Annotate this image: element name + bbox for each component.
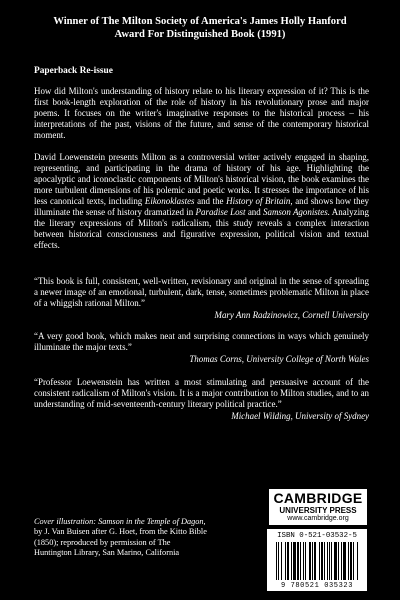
title-history-of-britain: History of Britain, xyxy=(226,196,293,206)
barcode-bar xyxy=(353,542,354,580)
publisher-subname: UNIVERSITY PRESS xyxy=(279,506,357,515)
barcode-bar xyxy=(305,542,306,580)
barcode-bar xyxy=(309,542,311,580)
barcode-bar xyxy=(291,542,292,580)
quote-text: “This book is full, consistent, well-written, revisionary and original in the sense of spreading a newer image of an emotional, turbulent, dark, tense, sometimes problematic Milton in place of a whiggish rational Milton.” xyxy=(34,276,369,308)
publisher-logo xyxy=(269,489,367,525)
review-quote-3 xyxy=(34,377,369,422)
cover-illustration-credit: Cover illustration: Samson in the Temple of Dagon, by J. Van Buisen after G. Hoet, from the Kitto Bible (1850); reproduced by permission of The Huntington Library, San Marino, California xyxy=(34,517,207,558)
publisher-name: CAMBRIDGE xyxy=(273,490,363,506)
isbn-label: ISBN 0-521-03532-5 xyxy=(277,532,357,540)
barcode-bar xyxy=(314,542,316,580)
barcode-bar xyxy=(350,542,352,580)
barcode-bar xyxy=(287,542,289,580)
barcode xyxy=(276,542,358,580)
barcode-bar xyxy=(300,542,301,580)
barcode-number: 9 780521 035323 xyxy=(280,582,353,590)
quote-text: “Professor Loewenstein has written a most stimulating and persuasive account of the consistent radicalism of Milton's vision. It is a major contribution to Milton studies, and to an understanding of mid-seventeenth-century literary political practice.” xyxy=(34,377,369,409)
barcode-box xyxy=(267,529,367,591)
barcode-bar xyxy=(312,542,313,580)
title-paradise-lost: Paradise Lost xyxy=(195,207,246,217)
quote-attribution: Michael Wilding, University of Sydney xyxy=(231,411,369,421)
barcode-bar xyxy=(329,542,330,580)
barcode-bar xyxy=(281,542,282,580)
barcode-bar xyxy=(276,542,277,580)
barcode-bar xyxy=(343,542,346,580)
barcode-bar xyxy=(293,542,296,580)
barcode-bar xyxy=(341,542,342,580)
award-heading: Winner of The Milton Society of America's James Holly Hanford Award For Distinguished Book (1991) xyxy=(53,16,347,40)
quote-attribution: Thomas Corns, University College of North Wales xyxy=(189,354,369,364)
barcode-bar xyxy=(319,542,320,580)
barcode-bar xyxy=(331,542,332,580)
quote-text: “A very good book, which makes neat and surprising connections in ways which genuinely illuminate the major texts.” xyxy=(34,331,369,352)
review-quote-2 xyxy=(34,331,369,365)
barcode-bar xyxy=(348,542,349,580)
barcode-bar xyxy=(334,542,337,580)
title-samson-agonistes: Samson Agonistes. xyxy=(263,207,330,217)
review-quote-1 xyxy=(34,276,369,321)
barcode-bar xyxy=(278,542,279,580)
barcode-bar xyxy=(303,542,304,580)
barcode-bar xyxy=(297,542,299,580)
title-eikonoklastes: Eikonoklastes xyxy=(144,196,195,206)
description-paragraph-2: David Loewenstein presents Milton as a controversial writer actively engaged in shaping, representing, and participating in the drama of history of his age. Highlighting the apocalyptic and iconoclastic components of Milton's historical vision, the book examines the more turbulent dimensions of his polemic and poetic works. It stresses the importance of his less canonical texts, including Eikonoklastes and the History of Britain, and shows how they illuminate the sense of history dramatized in Paradise Lost and Samson Agonistes. Analyzing the literary expressions of Milton's radicalism, this study reveals a complex interaction between historical consciousness and figurative expression, political vision and textual effects. xyxy=(34,152,369,250)
barcode-bar xyxy=(357,542,358,580)
barcode-bar xyxy=(285,542,286,580)
barcode-bar xyxy=(321,542,323,580)
barcode-bar xyxy=(338,542,339,580)
barcode-bar xyxy=(324,542,325,580)
barcode-bar xyxy=(327,542,328,580)
reissue-label: Paperback Re-issue xyxy=(34,66,113,76)
quote-attribution: Mary Ann Radzinowicz, Cornell University xyxy=(214,310,369,320)
description-paragraph-1: How did Milton's understanding of history relate to his literary expression of it? This is the first book-length exploration of the role of history in his revolutionary prose and major poems. It focuses on the writer's imaginative responses to the historical process – his interpretations of the past, visions of the future, and sense of the contemporary historical moment. xyxy=(34,86,369,140)
publisher-url: www.cambridge.org xyxy=(287,515,349,522)
